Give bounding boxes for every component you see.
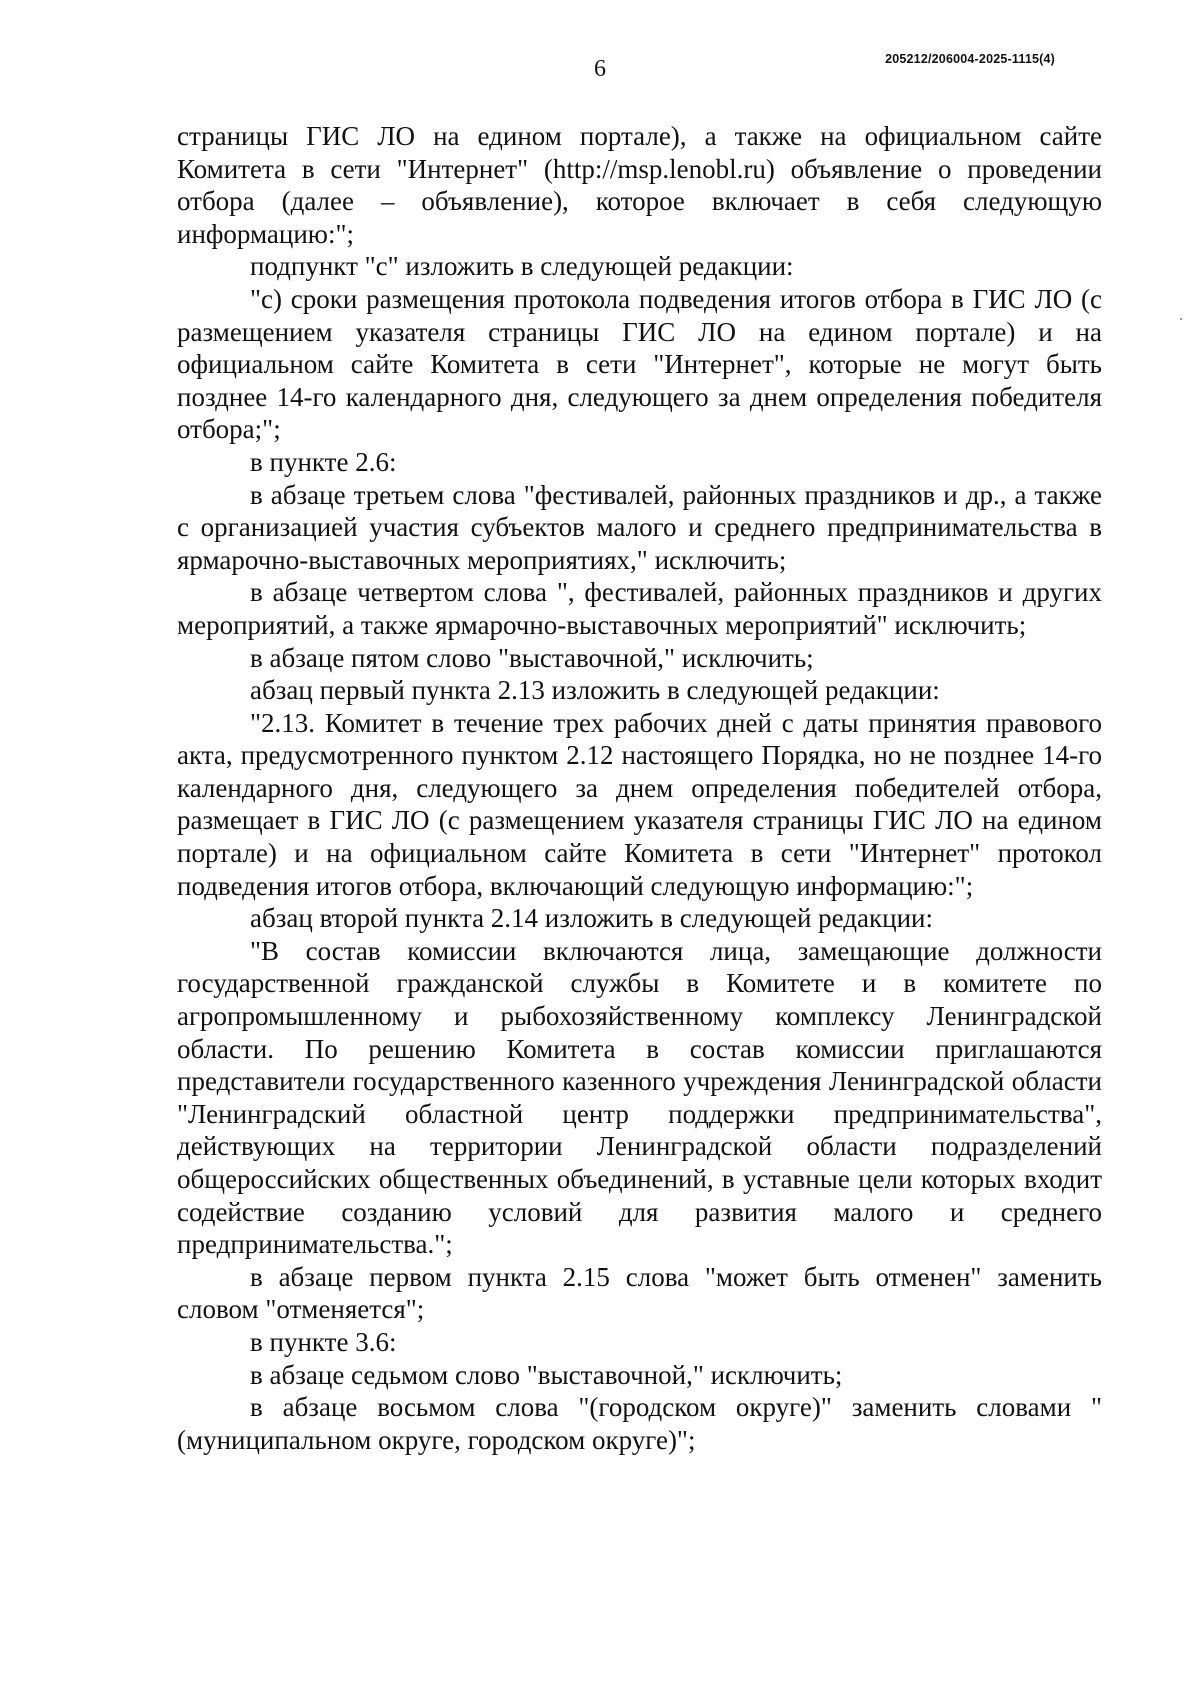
paragraph: в пункте 3.6: [250,1326,397,1357]
paragraph: "В состав комиссии включаются лица, замещающие должности государственной гражданской службы в Комитете и в комитете по агропромышленному и рыбохозяйственному комплексу Ленинградской области. По решению Комитета в состав комиссии приглашаются представители государственного казенного учреждения Ленинградской области "Ленинградский областной центр поддержки предпринимательства", действующих на территории Ленинградской области подразделений общероссийских общественных объединений, в уставные цели которых входит содействие созданию условий для развития малого и среднего предпринимательства."; [177,935,1102,1260]
paragraph: в абзаце первом пункта 2.15 слова "может быть отменен" заменить словом "отменяется"; [177,1261,1102,1325]
paragraph: страницы ГИС ЛО на едином портале), а также на официальном сайте Комитета в сети "Интернет" (http://msp.lenobl.ru) объявление о проведении отбора (далее – объявление), которое включает в себя следующую информацию:"; [177,121,1102,249]
paragraph: в абзаце пятом слово "выставочной," исключить; [250,642,814,673]
document-body [177,120,1102,1456]
paragraph: "c) сроки размещения протокола подведения итогов отбора в ГИС ЛО (с размещением указателя страницы ГИС ЛО на едином портале) и на официальном сайте Комитета в сети "Интернет", которые не могут быть позднее 14-го календарного дня, следующего за днем определения победителя отбора;"; [177,283,1102,445]
page-number: 6 [594,56,606,82]
paragraph: в пункте 2.6: [250,446,397,477]
paragraph: "2.13. Комитет в течение трех рабочих дней с даты принятия правового акта, предусмотренного пунктом 2.12 настоящего Порядка, но не позднее 14-го календарного дня, следующего за днем определения победителей отбора, размещает в ГИС ЛО (с размещением указателя страницы ГИС ЛО на едином портале) и на официальном сайте Комитета в сети "Интернет" протокол подведения итогов отбора, включающий следующую информацию:"; [177,707,1102,901]
paragraph: абзац второй пункта 2.14 изложить в следующей редакции: [250,903,933,934]
paragraph: в абзаце восьмом слова "(городском округе)" заменить словами "(муниципальном округе, городском округе)"; [177,1392,1102,1455]
paragraph: в абзаце седьмом слово "выставочной," исключить; [250,1359,843,1390]
paragraph: подпункт "c" изложить в следующей редакции: [250,251,794,282]
paragraph: в абзаце четвертом слова ", фестивалей, районных праздников и других мероприятий, а также ярмарочно-выставочных мероприятий" исключить; [177,577,1102,640]
paragraph: абзац первый пункта 2.13 изложить в следующей редакции: [250,675,940,706]
document-id: 205212/206004-2025-1115(4) [885,52,1055,66]
paragraph: в абзаце третьем слова "фестивалей, районных праздников и др., а также с организацией участия субъектов малого и среднего предпринимательства в ярмарочно-выставочных мероприятиях," исключить; [177,479,1102,575]
scan-speck [1180,318,1182,320]
